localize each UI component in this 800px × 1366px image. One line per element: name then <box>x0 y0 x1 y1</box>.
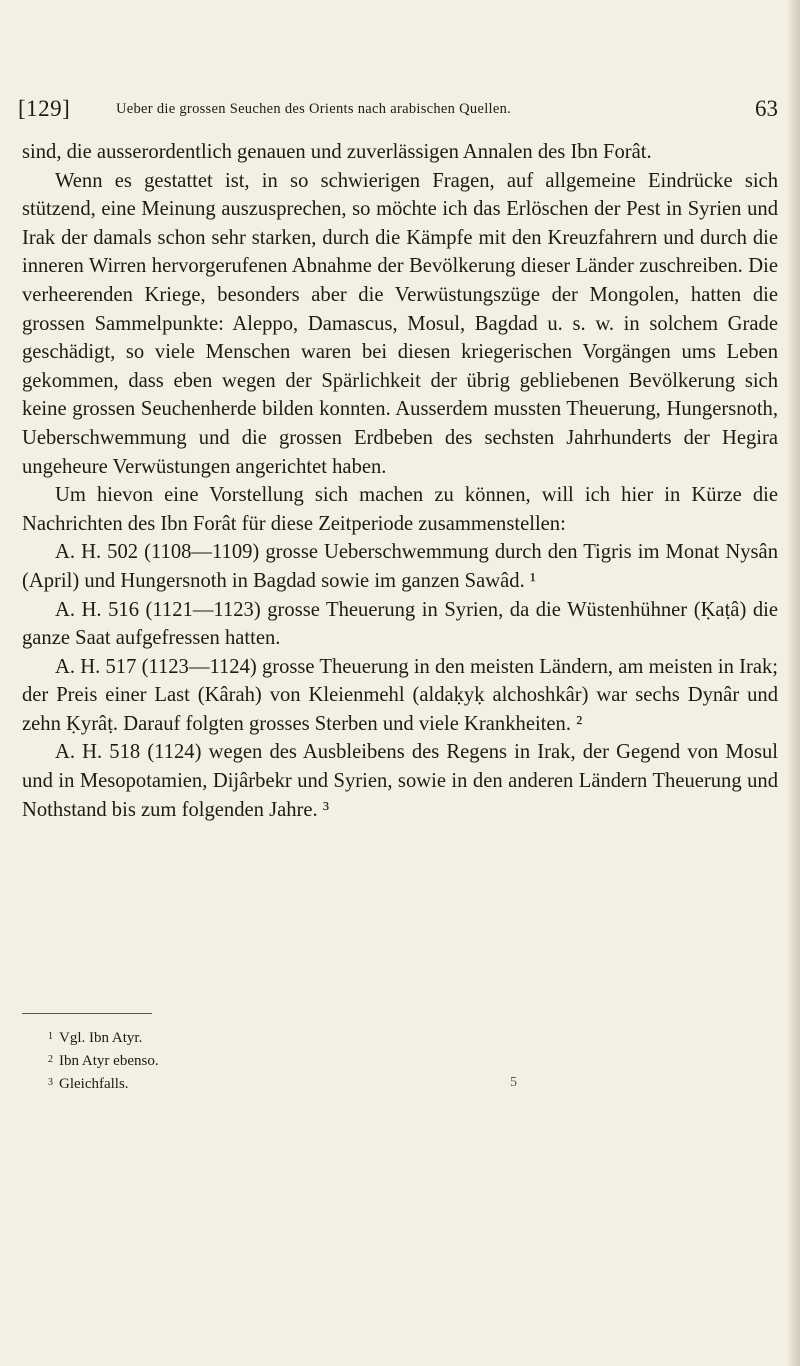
footnotes <box>48 1026 448 1095</box>
page-header <box>18 96 778 128</box>
chronicle-entry: A. H. 517 (1123—1124) grosse Theuerung in den meisten Ländern, am meisten in Irak; der Preis einer Last (Kârah) von Kleienmehl (aldaḳyḳ alchoshkâr) war sechs Dynâr und zehn Ḳyrâṭ. Darauf folgten grosses Sterben und viele Krankheiten. ² <box>22 655 778 735</box>
footnote-mark: 2 <box>48 1054 53 1065</box>
footnote <box>48 1049 448 1072</box>
signature-mark: 5 <box>510 1075 517 1090</box>
page-edge-shadow <box>786 0 800 1366</box>
folio-number: 63 <box>755 96 778 121</box>
footnote-text: Ibn Atyr ebenso. <box>59 1053 159 1069</box>
chronicle-entry: A. H. 516 (1121—1123) grosse Theuerung in Syrien, da die Wüstenhühner (Ḳaṭâ) die ganze Saat aufgefressen hatten. <box>22 598 778 650</box>
paragraph: sind, die ausserordentlich genauen und zuverlässigen Annalen des Ibn Forât. <box>22 141 652 163</box>
bracketed-page-number: [129] <box>18 96 71 121</box>
footnote <box>48 1072 448 1095</box>
footnote-text: Vgl. Ibn Atyr. <box>59 1030 143 1046</box>
running-title: Ueber die grossen Seuchen des Orients nach arabischen Quellen. <box>116 101 512 117</box>
footnote-rule <box>22 1013 152 1014</box>
chronicle-entry: A. H. 518 (1124) wegen des Ausbleibens des Regens in Irak, der Gegend von Mosul und in Mesopotamien, Dijârbekr und Syrien, sowie in den anderen Ländern Theuerung und Nothstand bis zum folgenden Jahre. ³ <box>22 741 778 821</box>
footnote-text: Gleichfalls. <box>59 1076 129 1092</box>
footnote <box>48 1026 448 1049</box>
paragraph: Um hievon eine Vorstellung sich machen zu können, will ich hier in Kürze die Nachrichten des Ibn Forât für diese Zeitperiode zusammenstellen: <box>22 484 778 535</box>
chronicle-entry: A. H. 502 (1108—1109) grosse Ueberschwemmung durch den Tigris im Monat Nysân (April) und Hungersnoth in Bagdad sowie im ganzen Sawâd. ¹ <box>22 541 778 592</box>
paragraph: Wenn es gestattet ist, in so schwierigen Fragen, auf allgemeine Eindrücke sich stützend, eine Meinung auszusprechen, so möchte ich das Erlöschen der Pest in Syrien und Irak der damals schon sehr starken, durch die Kämpfe mit den Kreuzfahrern und durch die inneren Wirren hervorgerufenen Abnahme der Bevölkerung dieser Länder zuschreiben. Die verheerenden Kriege, besonders aber die Verwüstungszüge der Mongolen, hatten die grossen Sammelpunkte: Aleppo, Damascus, Mosul, Bagdad u. s. w. in solchem Grade geschädigt, so viele Menschen waren bei diesen kriegerischen Vorgängen ums Leben gekommen, dass eben wegen der Spärlichkeit der übrig gebliebenen Bevölkerung sich keine grossen Seuchenherde bilden konnten. Ausserdem mussten Theuerung, Hungersnoth, Ueberschwemmung und die grossen Erdbeben des sechsten Jahrhunderts der Hegira ungeheure Verwüstungen angerichtet haben. <box>22 169 778 478</box>
main-text <box>22 138 778 824</box>
footnote-mark: 1 <box>48 1031 53 1042</box>
footnote-mark: 3 <box>48 1077 53 1088</box>
